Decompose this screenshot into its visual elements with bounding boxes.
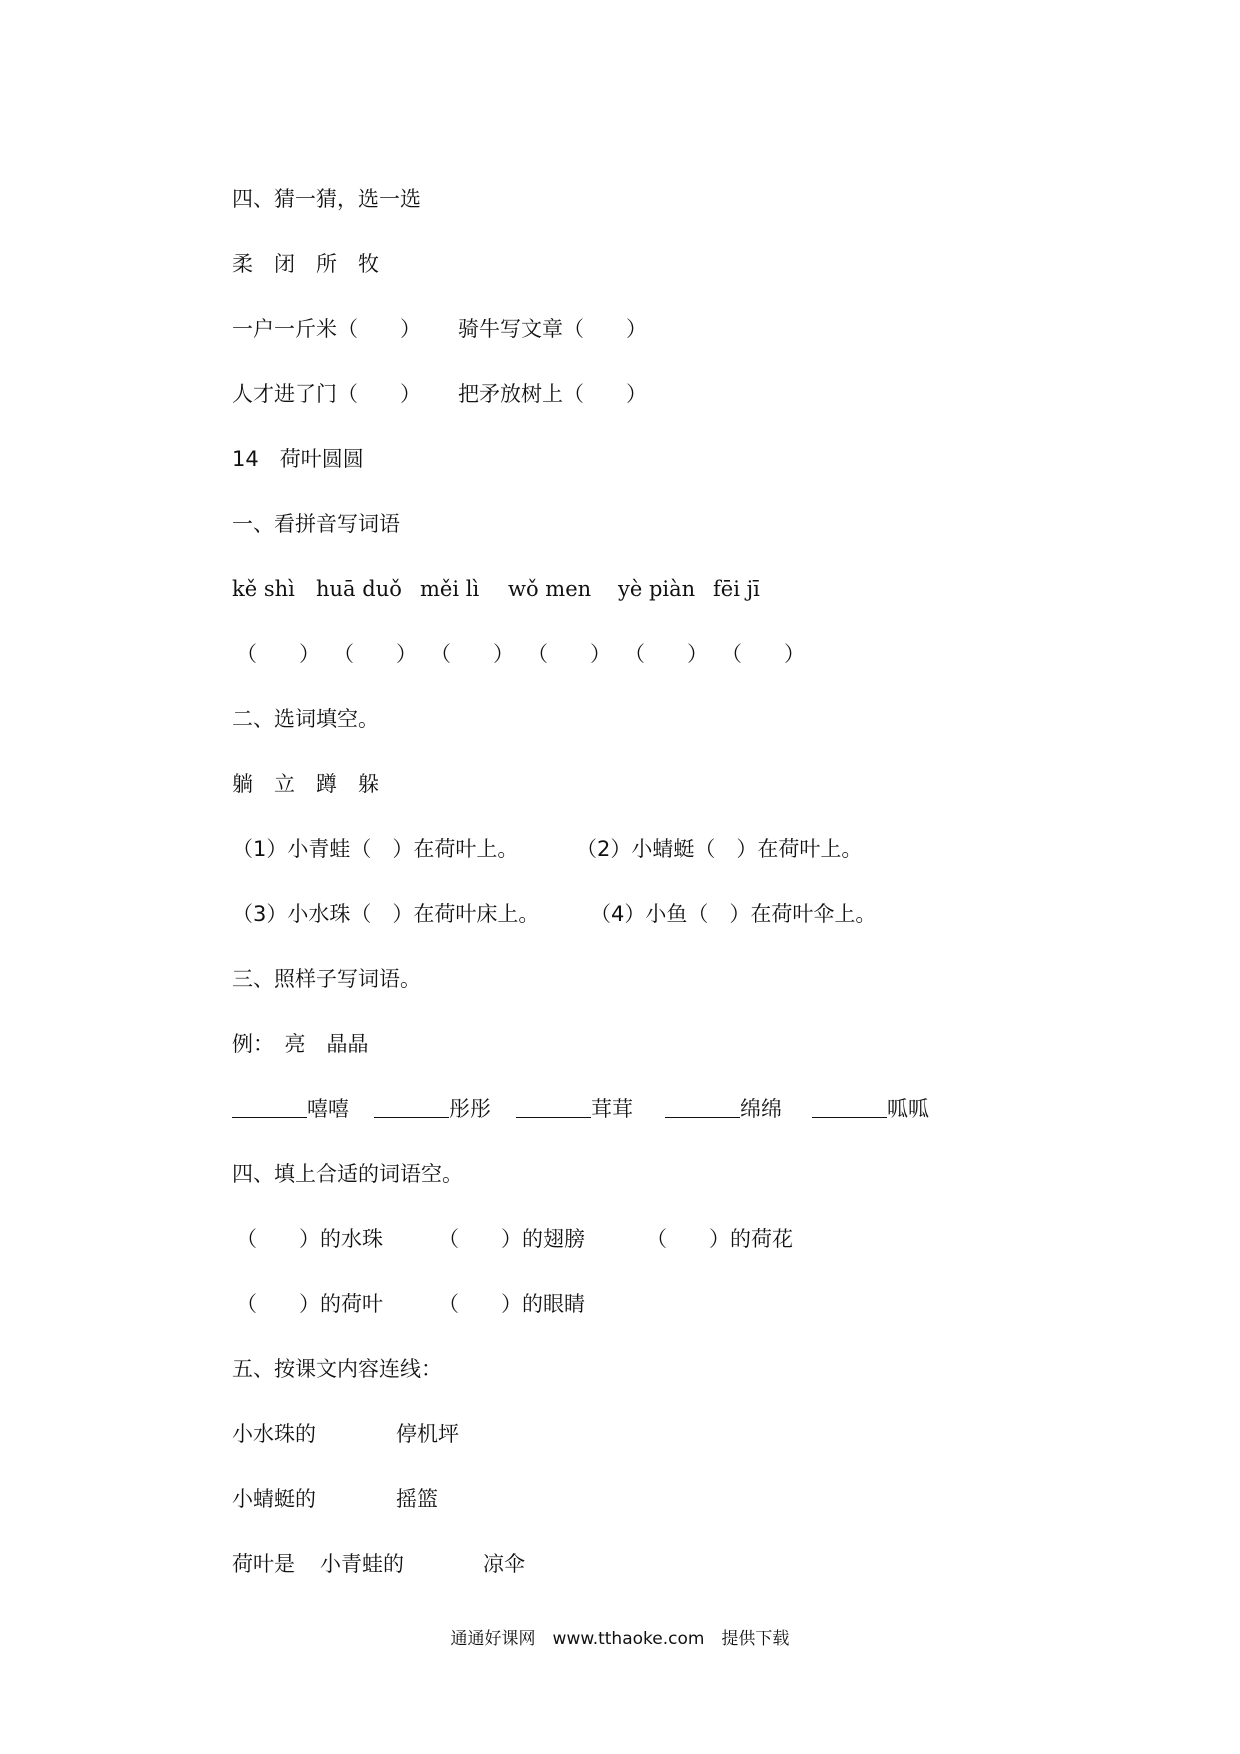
write-blank[interactable]	[516, 1095, 591, 1118]
match-left[interactable]: 小蜻蜓的	[232, 1487, 316, 1511]
word-blank-item: 嘻嘻	[232, 1094, 349, 1124]
section-title: 四、填上合适的词语空。	[232, 1162, 463, 1186]
word-blank-item: 绵绵	[665, 1094, 782, 1124]
answer-blank[interactable]: （ ）	[430, 642, 514, 666]
match-right[interactable]: 摇篮	[396, 1487, 438, 1511]
fill-sentence: （4）小鱼（ ）在荷叶伞上。	[590, 902, 877, 926]
answer-blank[interactable]: （ ）	[624, 642, 708, 666]
answer-blank[interactable]: （ ）	[721, 642, 805, 666]
match-center: 荷叶是	[232, 1552, 295, 1576]
fill-sentence: （2）小蜻蜓（ ）在荷叶上。	[576, 837, 863, 861]
pinyin-word: yè piàn	[618, 577, 696, 601]
fill-sentence: （3）小水珠（ ）在荷叶床上。	[232, 902, 540, 926]
pinyin-word: měi lì	[420, 577, 480, 601]
character-options: 柔 闭 所 牧	[232, 252, 379, 276]
riddle-item: 一户一斤米（ ）	[232, 317, 421, 341]
section-title: 三、照样子写词语。	[232, 967, 421, 991]
riddle-item: 人才进了门（ ）	[232, 382, 421, 406]
match-left[interactable]: 小青蛙的	[320, 1552, 404, 1576]
word-blank-item: 呱呱	[812, 1094, 929, 1124]
section-title: 五、按课文内容连线：	[232, 1357, 442, 1381]
phrase-blank[interactable]: （ ）的荷叶	[236, 1292, 383, 1316]
write-blank[interactable]	[374, 1095, 449, 1118]
answer-blank[interactable]: （ ）	[527, 642, 611, 666]
phrase-blank[interactable]: （ ）的水珠	[236, 1227, 383, 1251]
match-right[interactable]: 凉伞	[483, 1552, 525, 1576]
fill-sentence: （1）小青蛙（ ）在荷叶上。	[232, 837, 519, 861]
pinyin-word: huā duǒ	[316, 577, 402, 601]
word-blank-item: 茸茸	[516, 1094, 633, 1124]
phrase-blank[interactable]: （ ）的眼睛	[438, 1292, 585, 1316]
match-right[interactable]: 停机坪	[396, 1422, 459, 1446]
section-title: 一、看拼音写词语	[232, 512, 400, 536]
section-title: 四、猜一猜，选一选	[232, 187, 421, 211]
riddle-item: 把矛放树上（ ）	[458, 382, 647, 406]
phrase-blank[interactable]: （ ）的荷花	[646, 1227, 793, 1251]
answer-blank[interactable]: （ ）	[236, 642, 320, 666]
pinyin-word: wǒ men	[508, 577, 592, 601]
pinyin-word: kě shì	[232, 577, 295, 601]
match-left[interactable]: 小水珠的	[232, 1422, 316, 1446]
write-blank[interactable]	[812, 1095, 887, 1118]
footer-credit: 通通好课网 www.tthaoke.com 提供下载	[450, 1629, 790, 1649]
riddle-item: 骑牛写文章（ ）	[458, 317, 647, 341]
example-word: 例： 亮 晶晶	[232, 1032, 369, 1056]
answer-blank[interactable]: （ ）	[333, 642, 417, 666]
write-blank[interactable]	[232, 1095, 307, 1118]
section-title: 二、选词填空。	[232, 707, 379, 731]
phrase-blank[interactable]: （ ）的翅膀	[438, 1227, 585, 1251]
pinyin-word: fēi jī	[713, 577, 760, 601]
lesson-title: 14 荷叶圆圆	[232, 447, 364, 471]
write-blank[interactable]	[665, 1095, 740, 1118]
word-blank-item: 彤彤	[374, 1094, 491, 1124]
word-options: 躺 立 蹲 躲	[232, 772, 379, 796]
